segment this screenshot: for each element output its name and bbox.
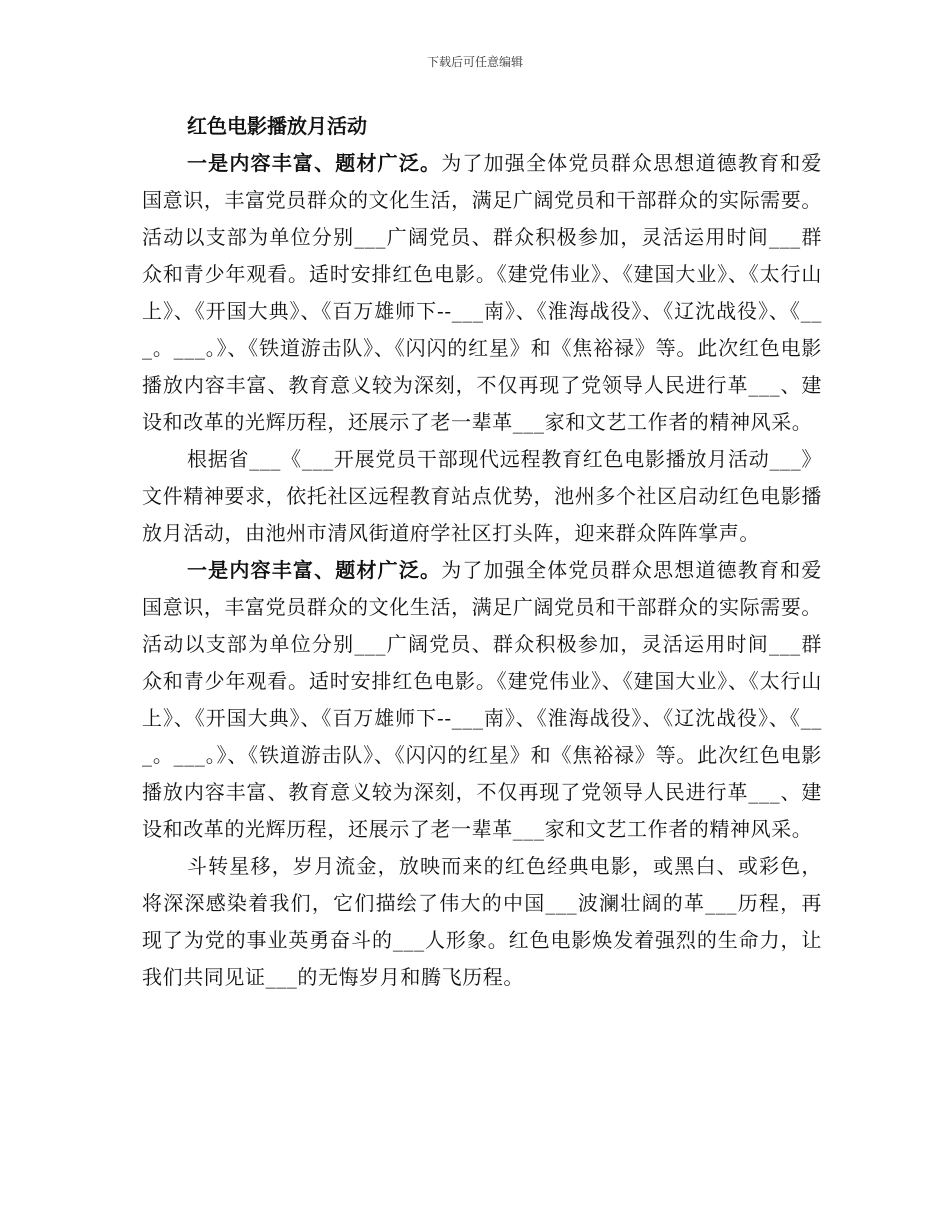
document-body [142, 108, 822, 996]
page-header-note: 下载后可任意编辑 [426, 55, 523, 69]
paragraph-text: 为了加强全体党员群众思想道德教育和爱国意识，丰富党员群众的文化生活，满足广阔党员和干部群众的实际需要。活动以支部为单位分别___广阔党员、群众积极参加，灵活运用时间___群众和青少年观看。适时安排红色电影。《建党伟业》、《建国大业》、《太行山上》、《开国大典》、《百万雄师下--___南》、《淮海战役》、《辽沈战役》、《___。___。》、《铁道游击队》、《闪闪的红星》和《焦裕禄》等。此次红色电影播放内容丰富、教育意义较为深刻，不仅再现了党领导人民进行革___、建设和改革的光辉历程，还展示了老一辈革___家和文艺工作者的精神风采。 [142, 558, 822, 841]
paragraph-1 [142, 145, 822, 441]
document-title: 红色电影播放月活动 [187, 114, 367, 138]
paragraph-4 [142, 848, 822, 996]
paragraph-lead: 一是内容丰富、题材广泛。 [187, 151, 442, 175]
paragraph-lead: 一是内容丰富、题材广泛。 [187, 558, 442, 582]
paragraph-text: 为了加强全体党员群众思想道德教育和爱国意识，丰富党员群众的文化生活，满足广阔党员和干部群众的实际需要。活动以支部为单位分别___广阔党员、群众积极参加，灵活运用时间___群众和青少年观看。适时安排红色电影。《建党伟业》、《建国大业》、《太行山上》、《开国大典》、《百万雄师下--___南》、《淮海战役》、《辽沈战役》、《___。___。》、《铁道游击队》、《闪闪的红星》和《焦裕禄》等。此次红色电影播放内容丰富、教育意义较为深刻，不仅再现了党领导人民进行革___、建设和改革的光辉历程，还展示了老一辈革___家和文艺工作者的精神风采。 [142, 151, 822, 434]
paragraph-2 [142, 441, 822, 552]
paragraph-3 [142, 552, 822, 848]
paragraph-text: 根据省___《___开展党员干部现代远程教育红色电影播放月活动___》文件精神要求，依托社区远程教育站点优势，池州多个社区启动红色电影播放月活动，由池州市清风街道府学社区打头阵，迎来群众阵阵掌声。 [142, 447, 822, 545]
paragraph-text: 斗转星移，岁月流金，放映而来的红色经典电影，或黑白、或彩色，将深深感染着我们，它们描绘了伟大的中国___波澜壮阔的革___历程，再现了为党的事业英勇奋斗的___人形象。红色电影焕发着强烈的生命力，让我们共同见证___的无悔岁月和腾飞历程。 [142, 854, 822, 989]
